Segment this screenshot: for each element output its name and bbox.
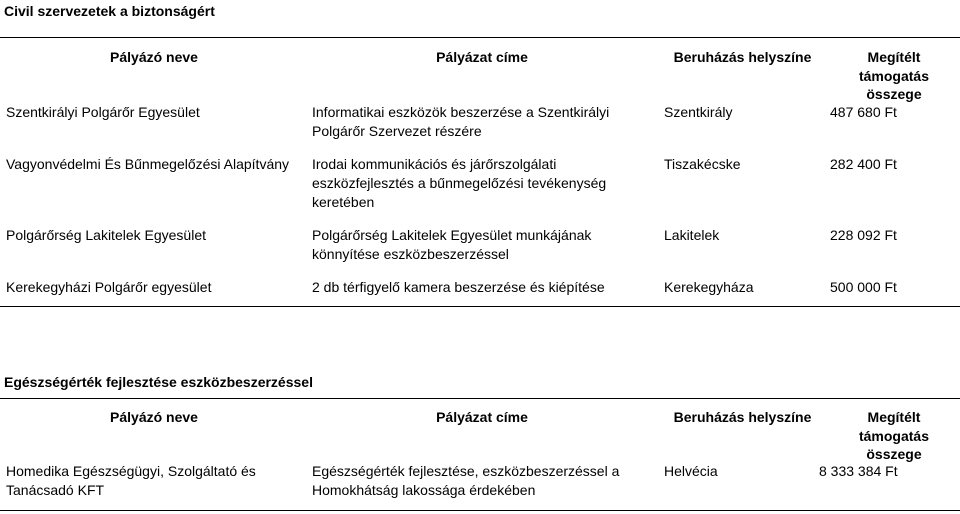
cell-amount: 282 400 Ft [830,156,897,172]
cell-location: Kerekegyháza [664,279,754,295]
section-title-civil: Civil szervezetek a biztonságért [4,3,215,19]
cell-title-line: könnyítése eszközbeszerzéssel [312,246,509,262]
header-amount-line1: Megítélt [867,49,921,65]
cell-amount: 8 333 384 Ft [819,463,898,479]
cell-title-line: keretében [312,194,375,210]
header-title: Pályázat címe [436,409,528,425]
cell-title-line: Irodai kommunikációs és járőrszolgálati [312,156,557,172]
table-bottom-rule [0,306,960,307]
header-amount-line2: támogatás [858,68,930,84]
cell-title-line: 2 db térfigyelő kamera beszerzése és kiépítése [312,279,605,295]
header-amount-line3: összege [866,446,922,462]
header-amount-line3: összege [866,86,922,102]
cell-location: Szentkirály [664,104,733,120]
cell-amount: 500 000 Ft [830,279,897,295]
cell-amount: 228 092 Ft [830,227,897,243]
cell-applicant: Szentkirályi Polgárőr Egyesület [6,104,200,120]
cell-title-line: Egészségérték fejlesztése, eszközbeszerzéssel a [312,463,620,479]
header-location: Beruházás helyszíne [673,49,812,65]
header-amount-line1: Megítélt [867,409,921,425]
cell-applicant: Polgárőrség Lakitelek Egyesület [6,227,207,243]
cell-location: Tiszakécske [664,156,741,172]
cell-title-line: Polgárőr Szervezet részére [312,123,482,139]
cell-title-line: Polgárőrség Lakitelek Egyesület munkájának [312,227,592,243]
cell-applicant-line: Homedika Egészségügyi, Szolgáltató és [6,463,256,479]
header-title: Pályázat címe [436,49,528,65]
cell-applicant: Kerekegyházi Polgárőr egyesület [6,279,212,295]
cell-title-line: eszközfejlesztés a bűnmegelőzési tevékenység [312,175,607,191]
cell-location: Lakitelek [664,227,720,243]
table-top-rule [0,398,960,399]
cell-location: Helvécia [664,463,718,479]
header-location: Beruházás helyszíne [673,409,812,425]
section-title-egeszseg: Egészségérték fejlesztése eszközbeszerzéssel [4,374,313,390]
cell-title-line: Homokhátság lakossága érdekében [312,482,536,498]
cell-amount: 487 680 Ft [830,104,897,120]
cell-applicant: Vagyonvédelmi És Bűnmegelőzési Alapítvány [6,156,290,172]
header-applicant: Pályázó neve [110,49,198,65]
cell-title-line: Informatikai eszközök beszerzése a Szentkirályi [312,104,610,120]
header-amount-line2: támogatás [858,428,930,444]
cell-applicant-line: Tanácsadó KFT [6,482,105,498]
header-applicant: Pályázó neve [110,409,198,425]
table-bottom-rule [0,510,960,511]
table-top-rule [0,37,960,38]
